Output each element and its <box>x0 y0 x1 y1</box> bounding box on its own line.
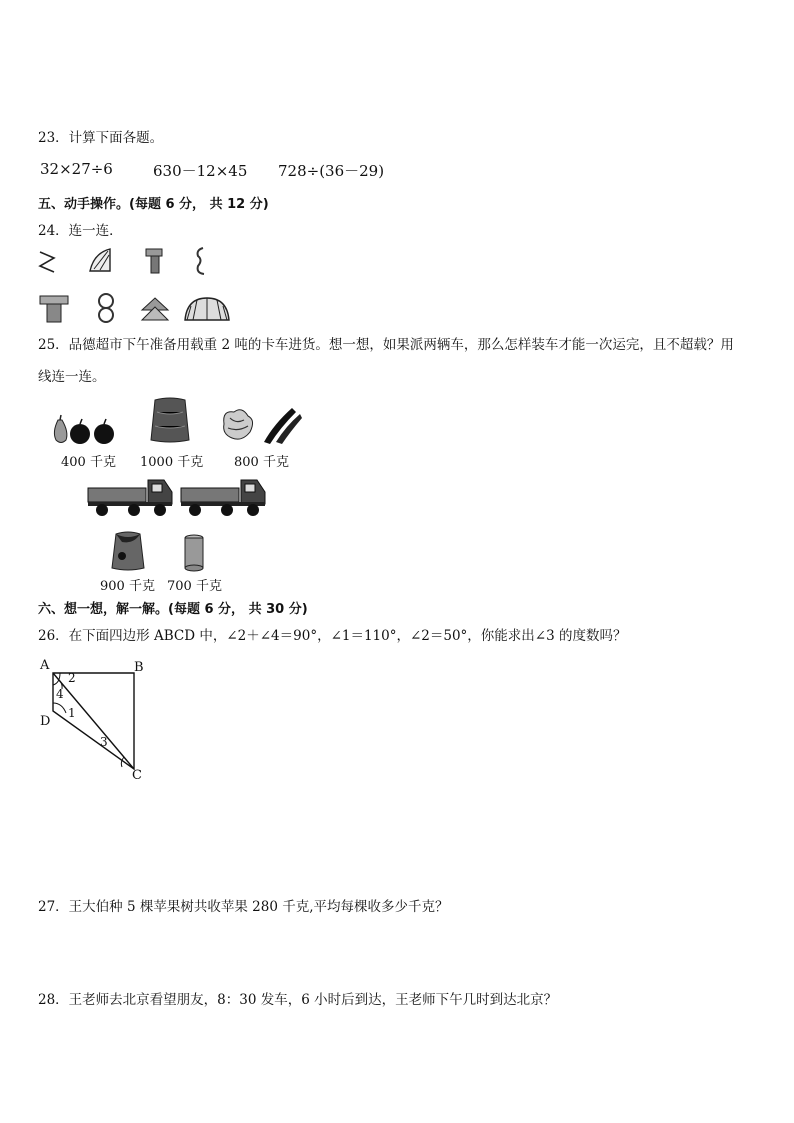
quadrilateral-abcd-diagram <box>36 656 156 786</box>
truck-2-icon <box>179 474 267 518</box>
weight-fruits: 400 千克 <box>61 455 116 470</box>
angle-1-label: 1 <box>68 706 76 720</box>
q26-title: 26．在下面四边形 ABCD 中，∠2＋∠4＝90°，∠1＝110°，∠2＝50°，你能求出∠3 的度数吗？ <box>38 628 627 644</box>
shape-tree-triangles-icon <box>140 296 170 324</box>
q23-expr-3: 728÷(36－29) <box>278 162 385 180</box>
fragment-zigzag-icon <box>36 246 58 276</box>
vertex-a-label: A <box>40 658 50 673</box>
shape-eight-icon <box>95 292 117 324</box>
bag-icon <box>108 530 148 572</box>
angle-4-label: 4 <box>56 687 64 701</box>
q23-expr-2: 630－12×45 <box>153 162 248 180</box>
section-6-title: 六、想一想，解一解。(每题 6 分， 共 30 分) <box>38 602 308 617</box>
angle-3-label: 3 <box>100 735 108 749</box>
q23-expr-1: 32×27÷6 <box>40 160 113 178</box>
vertex-c-label: C <box>132 768 142 783</box>
weight-bag: 900 千克 <box>100 579 155 594</box>
shape-umbrella-icon <box>183 296 231 324</box>
rice-sack-icon <box>147 396 193 444</box>
fragment-eight-half-icon <box>193 246 209 276</box>
q23-title: 23．计算下面各题。 <box>38 130 164 146</box>
q27-title: 27．王大伯种 5 棵苹果树共收苹果 280 千克,平均每棵收多少千克？ <box>38 899 449 915</box>
weight-vegetables: 800 千克 <box>234 455 289 470</box>
weight-can: 700 千克 <box>167 579 222 594</box>
q25-text-line1: 25．品德超市下午准备用载重 2 吨的卡车进货。想一想，如果派两辆车，那么怎样装车才能一次运完，且不超载？用 <box>38 337 734 353</box>
q28-title: 28．王老师去北京看望朋友，8：30 发车，6 小时后到达，王老师下午几时到达北京？ <box>38 992 558 1008</box>
fragment-hut-half-icon <box>144 247 164 275</box>
vegetables-icon <box>220 404 304 444</box>
shape-hut-icon <box>38 294 70 324</box>
weight-sack: 1000 千克 <box>140 455 204 470</box>
fruits-icon <box>48 410 120 446</box>
section-5-title: 五、动手操作。(每题 6 分， 共 12 分) <box>38 197 269 212</box>
q24-title: 24．连一连． <box>38 223 123 239</box>
vertex-d-label: D <box>40 714 51 729</box>
q25-text-line2: 线连一连。 <box>38 369 106 385</box>
vertex-b-label: B <box>134 660 144 675</box>
angle-2-label: 2 <box>68 671 76 685</box>
can-icon <box>182 534 206 572</box>
fragment-umbrella-piece-icon <box>88 247 114 273</box>
truck-1-icon <box>86 474 174 518</box>
